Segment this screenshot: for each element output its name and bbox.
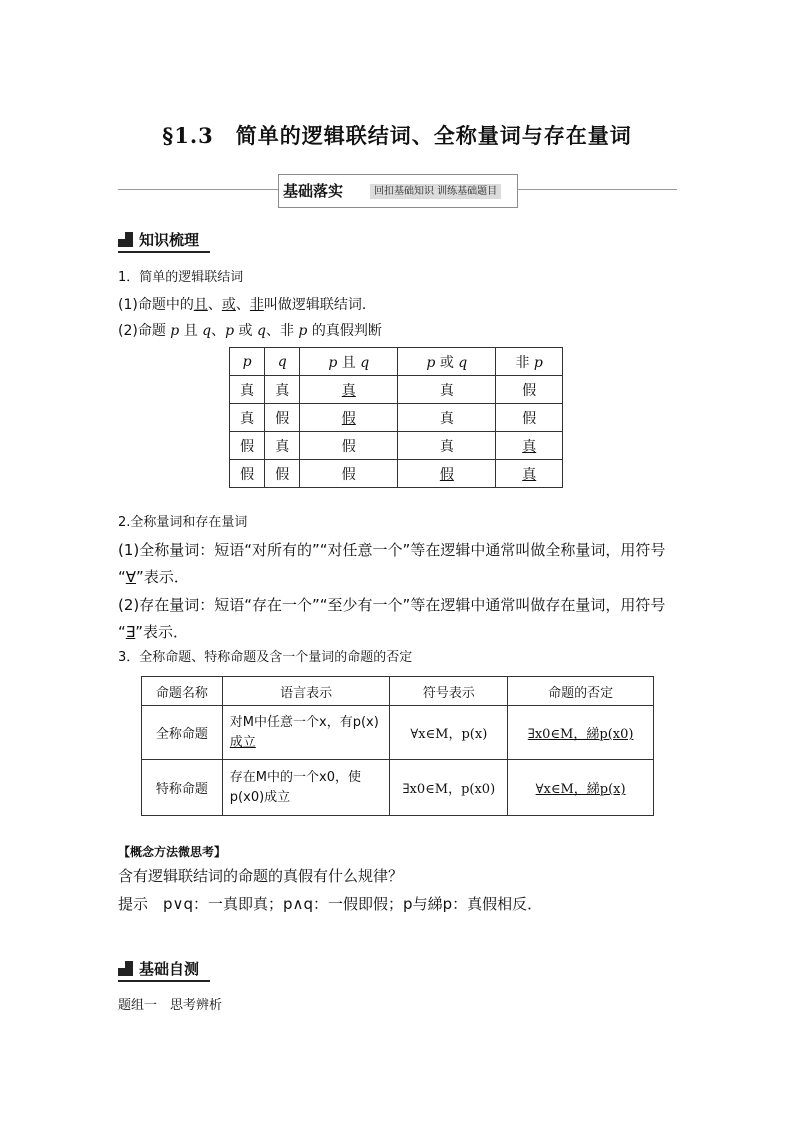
math-var: p xyxy=(426,354,436,371)
table-cell: 假 xyxy=(300,432,398,460)
table-row xyxy=(230,376,563,404)
concept-answer: 提示 p∨q：一真即真；p∧q：一假即假；p与綈p：真假相反． xyxy=(118,895,543,913)
table-cell: 假 xyxy=(496,376,563,404)
table-header-row xyxy=(230,348,563,376)
math-var: q xyxy=(458,354,468,371)
text-segment: 或 xyxy=(234,323,257,339)
table-cell: 真 xyxy=(300,376,398,404)
text-segment: 且 xyxy=(337,354,361,371)
text-segment: (1)命题中的 xyxy=(118,297,194,313)
math-var: p xyxy=(170,323,180,339)
underlined-word: 非 xyxy=(249,297,264,313)
section-underline xyxy=(118,251,210,253)
table-cell: 假 xyxy=(496,404,563,432)
section-heading-selftest xyxy=(118,958,199,979)
text-segment: 、 xyxy=(235,297,250,313)
table-cell xyxy=(222,760,390,816)
lang-line: 对M中任意一个x，有p(x) xyxy=(229,714,379,730)
table-cell: 真 xyxy=(496,460,563,488)
text-segment: ”表示． xyxy=(136,568,189,586)
item1-line2 xyxy=(118,321,382,341)
table-cell: 假 xyxy=(398,460,496,488)
text-segment: ”表示． xyxy=(135,623,189,641)
table-cell: ∀x∈M，p(x) xyxy=(390,706,508,760)
table-cell: 假 xyxy=(300,404,398,432)
item3-title: 3．全称命题、特称命题及含一个量词的命题的否定 xyxy=(118,650,413,665)
concept-label: 【概念方法微思考】 xyxy=(118,845,227,859)
section-heading-knowledge xyxy=(118,229,199,250)
text-segment: 的真假判断 xyxy=(307,323,382,339)
underlined-symbol: ∃ xyxy=(125,623,136,641)
table-cell xyxy=(508,760,654,816)
section-heading-text: 基础自测 xyxy=(139,960,200,978)
table-cell: 真 xyxy=(230,404,265,432)
text-segment: 、非 xyxy=(265,323,299,339)
table-cell xyxy=(508,706,654,760)
page-title: §1.3 简单的逻辑联结词、全称量词与存在量词 xyxy=(162,123,632,148)
table-header-row xyxy=(142,677,654,706)
math-var: q xyxy=(257,323,266,339)
item2-title: 2.全称量词和存在量词 xyxy=(118,515,248,530)
underlined-word: 或 xyxy=(221,297,236,313)
table-cell: 假 xyxy=(230,432,265,460)
table-header-cell xyxy=(230,348,265,376)
math-var: p xyxy=(225,323,235,339)
math-var: p xyxy=(298,323,308,339)
text-segment: 或 xyxy=(435,354,459,371)
banner-divider-left xyxy=(118,189,278,190)
section-square-icon xyxy=(118,961,133,976)
text-segment: “ xyxy=(118,568,126,586)
negation-text: ∀x∈M，綈p(x) xyxy=(535,782,626,797)
table-cell: 真 xyxy=(265,376,300,404)
math-var: q xyxy=(202,323,212,339)
section-heading-text: 知识梳理 xyxy=(139,231,200,249)
proposition-table xyxy=(141,676,654,816)
banner-main-label: 基础落实 xyxy=(283,182,344,200)
underlined-symbol: ∀ xyxy=(125,568,137,586)
table-row xyxy=(230,404,563,432)
item2-line3: (2)存在量词：短语“存在一个”“至少有一个”等在逻辑中通常叫做存在量词，用符号 xyxy=(118,596,666,614)
section-square-icon xyxy=(118,232,133,247)
math-var: p xyxy=(533,354,543,371)
table-cell: 假 xyxy=(300,460,398,488)
item2-line4 xyxy=(118,622,188,642)
banner-divider-right xyxy=(517,189,677,190)
table-cell: 真 xyxy=(398,404,496,432)
table-cell: 真 xyxy=(496,432,563,460)
table-cell: 真 xyxy=(398,432,496,460)
table-row xyxy=(230,460,563,488)
table-cell xyxy=(222,706,390,760)
group-title: 题组一 思考辨析 xyxy=(118,998,223,1013)
text-segment: 非 xyxy=(515,354,534,371)
table-cell: 假 xyxy=(230,460,265,488)
table-header-cell xyxy=(496,348,563,376)
math-var: q xyxy=(360,354,370,371)
math-var: p xyxy=(242,353,252,370)
text-segment: 、 xyxy=(211,323,226,339)
table-header-cell: 命题名称 xyxy=(142,677,223,706)
table-cell: 真 xyxy=(265,432,300,460)
table-cell: 假 xyxy=(265,404,300,432)
table-row xyxy=(142,706,654,760)
table-cell: 真 xyxy=(230,376,265,404)
text-segment: 、 xyxy=(207,297,222,313)
table-header-cell xyxy=(300,348,398,376)
section-underline xyxy=(118,980,210,982)
text-segment: 叫做逻辑联结词． xyxy=(263,297,376,313)
negation-text: ∃x0∈M，綈p(x0) xyxy=(527,727,634,742)
table-row xyxy=(142,760,654,816)
lang-line: p(x0)成立 xyxy=(229,789,291,805)
text-segment: “ xyxy=(118,623,126,641)
math-var: p xyxy=(328,354,338,371)
item2-line2 xyxy=(118,567,189,587)
table-cell: 全称命题 xyxy=(142,706,223,760)
table-cell: 特称命题 xyxy=(142,760,223,816)
text-segment: (2)命题 xyxy=(118,323,171,339)
table-header-cell xyxy=(398,348,496,376)
banner-sub-label: 回扣基础知识 训练基础题目 xyxy=(370,184,501,199)
lang-line: 存在M中的一个x0，使 xyxy=(229,769,361,785)
table-header-cell xyxy=(265,348,300,376)
concept-question: 含有逻辑联结词的命题的真假有什么规律？ xyxy=(118,867,404,885)
table-cell: 真 xyxy=(398,376,496,404)
table-cell: ∃x0∈M，p(x0) xyxy=(390,760,508,816)
table-header-cell: 语言表示 xyxy=(222,677,390,706)
item2-line1: (1)全称量词：短语“对所有的”“对任意一个”等在逻辑中通常叫做全称量词，用符号 xyxy=(118,541,666,559)
text-segment: 且 xyxy=(179,323,203,339)
table-row xyxy=(230,432,563,460)
table-header-cell: 命题的否定 xyxy=(508,677,654,706)
table-cell: 假 xyxy=(265,460,300,488)
item1-line1 xyxy=(118,295,376,315)
truth-table xyxy=(229,347,563,488)
table-header-cell: 符号表示 xyxy=(390,677,508,706)
section-banner xyxy=(278,174,518,208)
math-var: q xyxy=(277,353,287,370)
item1-title: 1．简单的逻辑联结词 xyxy=(118,270,244,285)
lang-line: 成立 xyxy=(229,734,256,750)
underlined-word: 且 xyxy=(193,297,208,313)
